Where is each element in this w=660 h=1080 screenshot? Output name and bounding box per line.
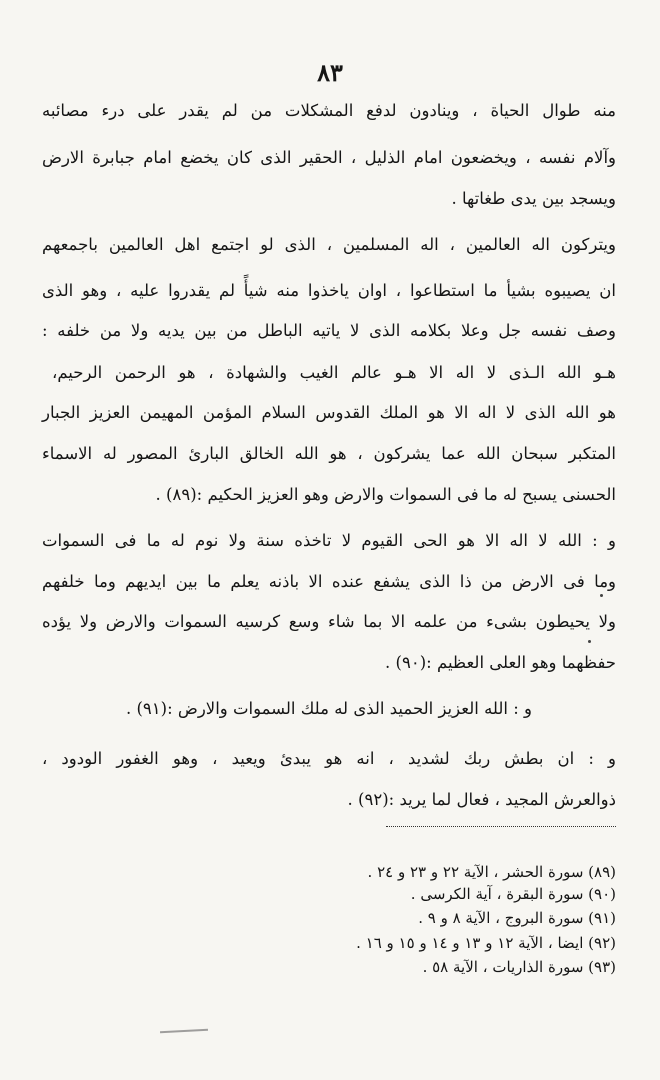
body-line: وصف نفسه جل وعلا بكلامه الذى لا ياتيه الباطل من بين يديه ولا من خلفه : xyxy=(42,321,616,340)
footnote: (٩١) سورة البروج ، الآية ٨ و ٩ . xyxy=(418,909,616,927)
body-line: منه طوال الحياة ، وينادون لدفع المشكلات من لم يقدر على درء مصائبه xyxy=(42,101,616,120)
footnote: (٨٩) سورة الحشر ، الآية ٢٢ و ٢٣ و ٢٤ . xyxy=(367,863,616,881)
quote-line: وما فى الارض من ذا الذى يشفع عنده الا باذنه يعلم ما بين ايديهم وما خلفهم xyxy=(42,572,616,591)
footnote-separator xyxy=(386,826,616,827)
scan-mark xyxy=(160,1029,208,1034)
quote-line: و : الله العزيز الحميد الذى له ملك السموات والارض :(٩١) . xyxy=(125,699,533,718)
page-number: ٨٣ xyxy=(317,58,343,87)
body-line: وآلام نفسه ، ويخضعون امام الذليل ، الحقير الذى كان يخضع امام جبابرة الارض xyxy=(42,148,616,167)
quote-line: حفظهما وهو العلى العظيم :(٩٠) . xyxy=(385,653,616,672)
quote-line: هـو الله الـذى لا اله الا هـو عالم الغيب والشهادة ، هو الرحمن الرحيم، xyxy=(52,363,616,382)
quote-line: و : الله لا اله الا هو الحى القيوم لا تاخذه سنة ولا نوم له ما فى السموات xyxy=(42,531,616,550)
body-line: ويسجد بين يدى طغاتها . xyxy=(451,189,616,208)
quote-line: هو الله الذى لا اله الا هو الملك القدوس السلام المؤمن المهيمن العزيز الجبار xyxy=(42,403,616,422)
quote-line: الحسنى يسبح له ما فى السموات والارض وهو العزيز الحكيم :(٨٩) . xyxy=(155,485,616,504)
quote-line: و : ان بطش ربك لشديد ، انه هو يبدئ ويعيد ، وهو الغفور الودود ، xyxy=(42,749,616,768)
footnote: (٩٢) ايضا ، الآية ١٢ و ١٣ و ١٤ و ١٥ و ١٦ . xyxy=(356,934,616,952)
quote-line: ذوالعرش المجيد ، فعال لما يريد :(٩٢) . xyxy=(347,790,616,809)
scan-speck xyxy=(588,640,591,643)
quote-line: ولا يحيطون بشىء من علمه الا بما شاء وسع كرسيه السموات والارض ولا يؤده xyxy=(42,612,616,631)
footnote: (٩٠) سورة البقرة ، آية الكرسى . xyxy=(410,885,616,903)
scan-speck xyxy=(600,594,603,597)
body-line: ويتركون اله العالمين ، اله المسلمين ، الذى لو اجتمع اهل العالمين باجمعهم xyxy=(42,235,616,254)
body-line: ان يصيبوه بشيأ ما استطاعوا ، اوان ياخذوا منه شيأً لم يقدروا عليه ، وهو الذى xyxy=(42,281,616,300)
footnote: (٩٣) سورة الذاريات ، الآية ٥٨ . xyxy=(422,958,616,976)
quote-line: المتكبر سبحان الله عما يشركون ، هو الله الخالق البارئ المصور له الاسماء xyxy=(42,444,616,463)
